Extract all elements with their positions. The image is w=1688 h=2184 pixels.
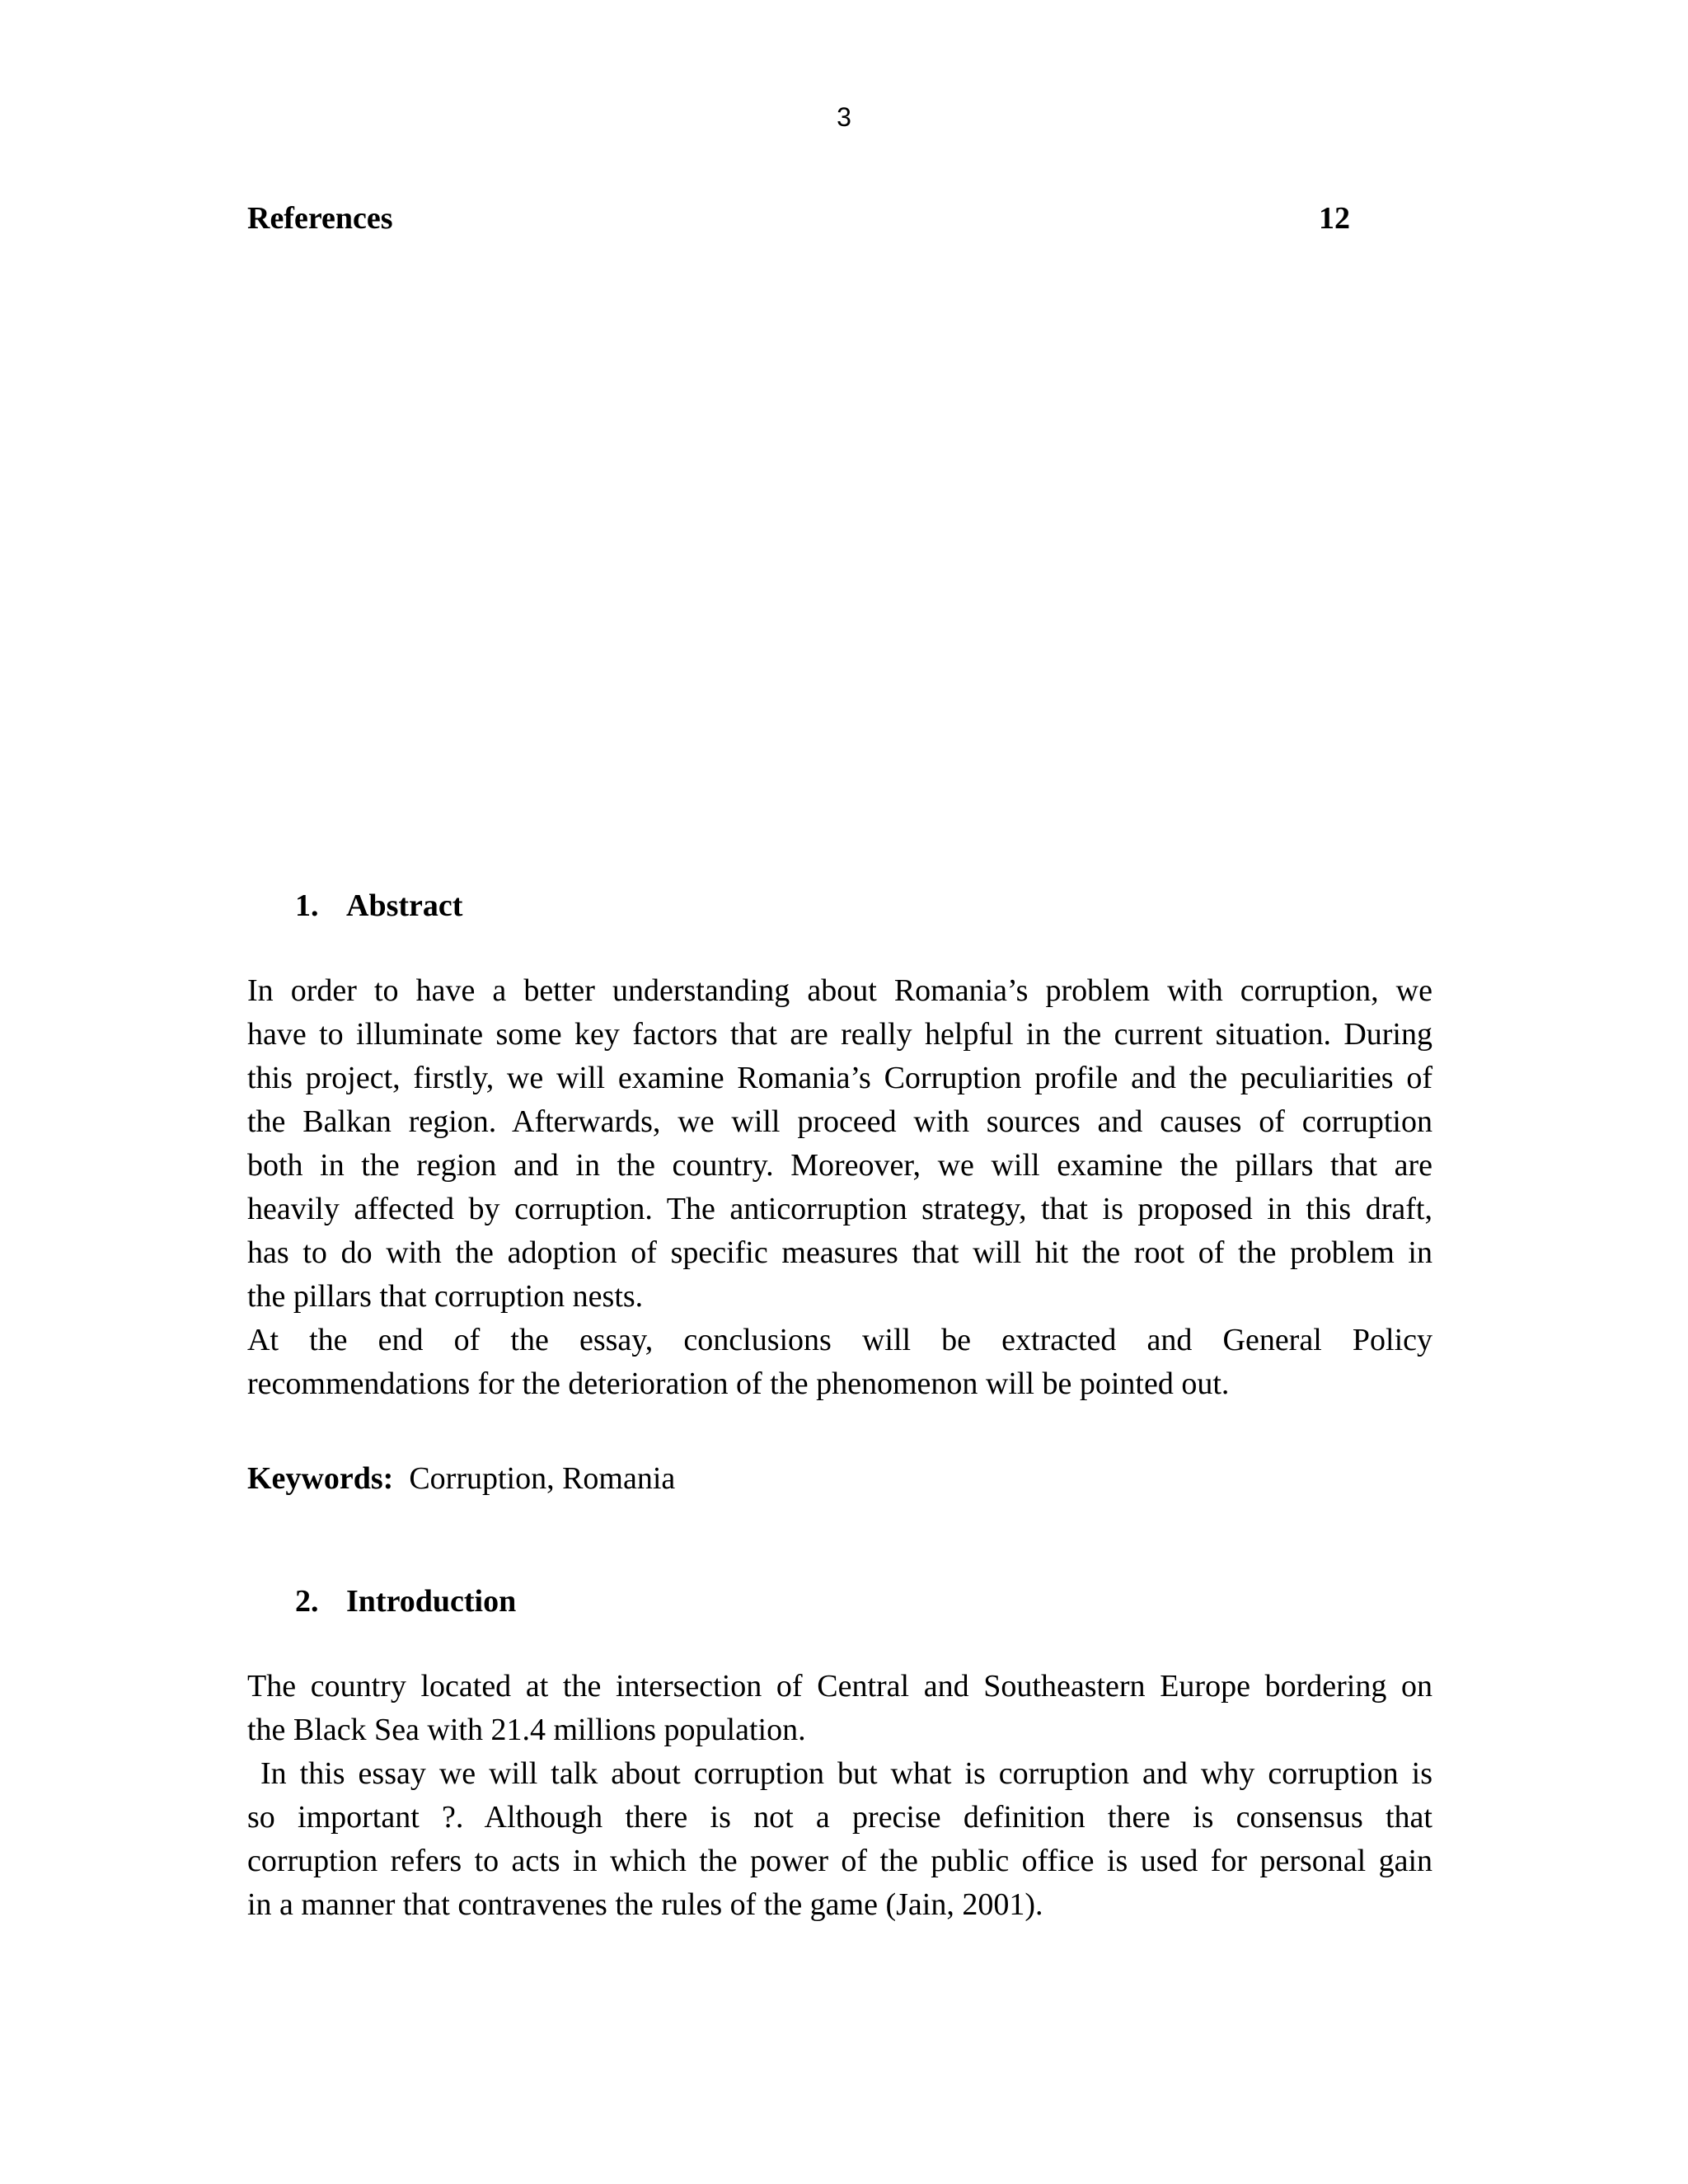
- abstract-line: At the end of the essay, conclusions will be extracted and General Policy: [247, 1323, 1432, 1357]
- abstract-line: the pillars that corruption nests.: [247, 1279, 644, 1314]
- keywords-value: Corruption, Romania: [409, 1461, 676, 1496]
- abstract-line: have to illuminate some key factors that are really helpful in the current situation. During: [247, 1017, 1432, 1052]
- abstract-line: has to do with the adoption of specific measures that will hit the root of the problem in: [247, 1235, 1432, 1270]
- introduction-line: the Black Sea with 21.4 millions population.: [247, 1713, 806, 1747]
- introduction-line: The country located at the intersection of Central and Southeastern Europe bordering on: [247, 1669, 1432, 1704]
- introduction-line: in a manner that contravenes the rules of the game (Jain, 2001).: [247, 1887, 1043, 1922]
- abstract-heading: [295, 885, 462, 926]
- keywords: [247, 1457, 675, 1501]
- introduction-heading: [295, 1581, 516, 1622]
- toc-entry-page: 12: [1319, 201, 1350, 236]
- abstract-paragraph: [247, 969, 1432, 1406]
- introduction-line: corruption refers to acts in which the power of the public office is used for personal gain: [247, 1844, 1432, 1878]
- toc-entry-label: References: [247, 201, 393, 236]
- abstract-line: the Balkan region. Afterwards, we will proceed with sources and causes of corruption: [247, 1104, 1432, 1139]
- toc-entry-references: [247, 198, 1350, 239]
- abstract-line: recommendations for the deterioration of the phenomenon will be pointed out.: [247, 1366, 1230, 1401]
- abstract-heading-number: 1.: [295, 888, 319, 923]
- introduction-line: In this essay we will talk about corruption but what is corruption and why corruption is: [247, 1756, 1432, 1791]
- abstract-line: both in the region and in the country. Moreover, we will examine the pillars that are: [247, 1148, 1432, 1183]
- introduction-paragraph: [247, 1665, 1432, 1927]
- introduction-heading-title: Introduction: [346, 1584, 517, 1619]
- introduction-line: so important ?. Although there is not a precise definition there is consensus that: [247, 1800, 1432, 1835]
- introduction-heading-number: 2.: [295, 1584, 319, 1619]
- abstract-line: heavily affected by corruption. The anticorruption strategy, that is proposed in this draft,: [247, 1192, 1432, 1226]
- abstract-line: this project, firstly, we will examine Romania’s Corruption profile and the peculiarities of: [247, 1061, 1432, 1095]
- abstract-heading-title: Abstract: [346, 888, 463, 923]
- page-number: 3: [837, 102, 851, 132]
- abstract-line: In order to have a better understanding about Romania’s problem with corruption, we: [247, 973, 1432, 1008]
- keywords-label: Keywords:: [247, 1461, 394, 1496]
